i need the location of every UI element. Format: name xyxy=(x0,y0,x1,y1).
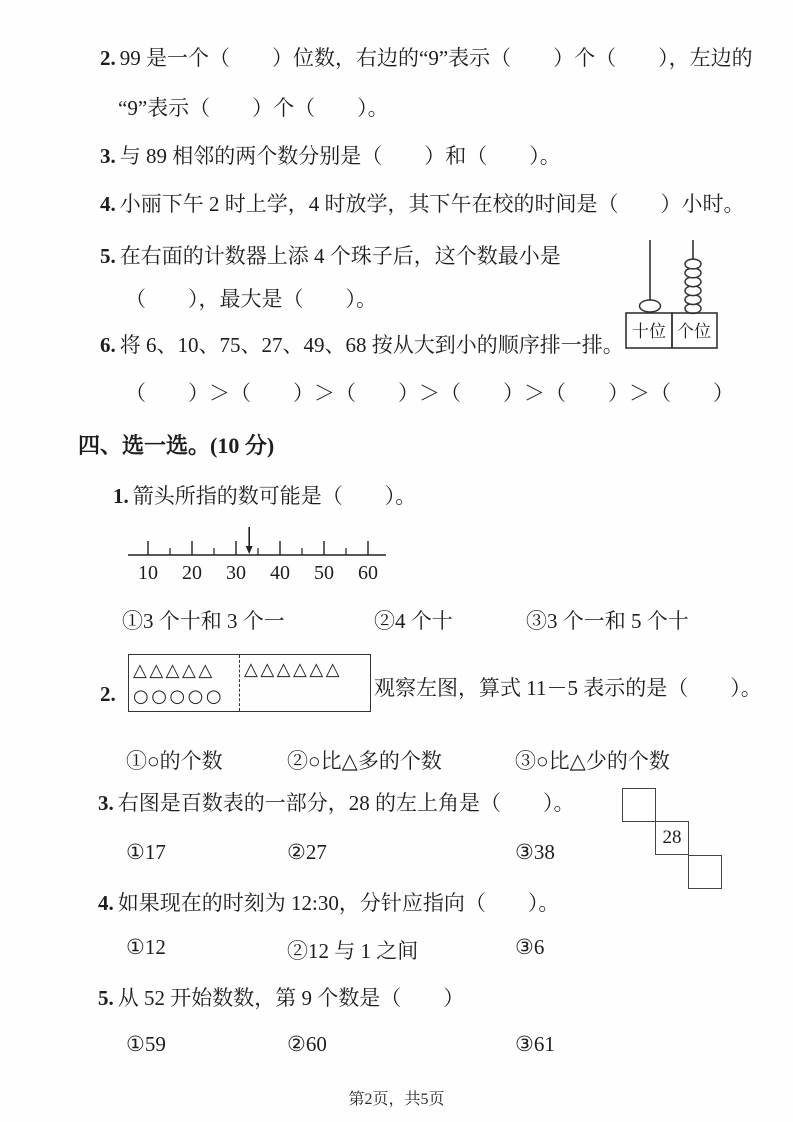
question-text: 右图是百数表的一部分，28 的左上角是（ ）。 xyxy=(117,791,575,815)
question-text: 如果现在的时刻为 12:30，分针应指向（ ）。 xyxy=(117,891,560,915)
question-text: “9”表示（ ）个（ ）。 xyxy=(118,96,389,120)
question-2-line1 xyxy=(100,45,753,72)
svg-text:60: 60 xyxy=(358,562,378,584)
question-text: （ ），最大是（ ）。 xyxy=(125,287,377,311)
question-number: 3. xyxy=(100,144,116,168)
question-number: 4. xyxy=(98,891,114,915)
question-text: 在右面的计数器上添 4 个珠子后，这个数最小是 xyxy=(119,244,561,268)
svg-text:40: 40 xyxy=(270,562,290,584)
choice-option: ③61 xyxy=(515,1032,555,1056)
svg-text:20: 20 xyxy=(182,562,202,584)
number-line-diagram xyxy=(120,524,405,590)
svg-text:10: 10 xyxy=(138,562,158,584)
question-number: 5. xyxy=(98,986,114,1010)
svg-text:30: 30 xyxy=(226,562,246,584)
question-6 xyxy=(100,332,624,359)
grid-cell-label: 28 xyxy=(662,827,682,848)
mc-question-3 xyxy=(98,790,575,817)
mc-question-2-number xyxy=(100,681,120,708)
choice-option: ②○比△多的个数 xyxy=(287,749,442,773)
abacus-ones-label: 个位 xyxy=(677,322,711,341)
choice-option: ②27 xyxy=(287,840,327,864)
choice-option: ①17 xyxy=(126,840,166,864)
question-text: 将 6、10、75、27、49、68 按从大到小的顺序排一排。 xyxy=(119,333,624,357)
question-text: 从 52 开始数数，第 9 个数是（ ） xyxy=(117,986,465,1010)
question-4 xyxy=(100,191,745,218)
question-text: 小丽下午 2 时上学，4 时放学，其下午在校的时间是（ ）小时。 xyxy=(119,192,745,216)
ordering-blanks: （ ）＞（ ）＞（ ）＞（ ）＞（ ）＞（ ） xyxy=(125,381,734,405)
choice-option: ②12 与 1 之间 xyxy=(287,939,419,963)
choice-option: ③6 xyxy=(515,935,545,959)
question-text: 箭头所指的数可能是（ ）。 xyxy=(132,484,417,508)
grid-cell-28 xyxy=(655,821,689,855)
question-number: 2. xyxy=(100,46,116,70)
question-2-line2 xyxy=(118,95,389,122)
question-number: 1. xyxy=(113,484,129,508)
diagram-right-cell xyxy=(240,655,370,711)
choice-option: ①59 xyxy=(126,1032,166,1056)
question-number: 3. xyxy=(98,791,114,815)
question-3 xyxy=(100,143,561,170)
choice-option: ②4 个十 xyxy=(374,609,453,633)
mc-question-2-text: 观察左图，算式 11－5 表示的是（ ）。 xyxy=(374,676,762,700)
choice-option: ②60 xyxy=(287,1032,327,1056)
question-number: 4. xyxy=(100,192,116,216)
question-5-line1 xyxy=(100,243,561,270)
mc-question-1 xyxy=(113,483,416,510)
triangles-right-row: △△△△△△ xyxy=(244,659,343,680)
mc-question-5 xyxy=(98,985,464,1012)
question-number: 5. xyxy=(100,244,116,268)
grid-cell-empty-bottom xyxy=(688,855,722,889)
choice-option: ①12 xyxy=(126,935,166,959)
grid-cell-empty-top xyxy=(622,788,656,822)
question-number: 2. xyxy=(100,682,116,706)
triangle-circle-diagram xyxy=(128,654,371,712)
question-text: 与 89 相邻的两个数分别是（ ）和（ ）。 xyxy=(119,144,561,168)
hundred-chart-fragment xyxy=(620,786,738,898)
diagram-left-cell xyxy=(129,655,240,711)
choice-option: ①○的个数 xyxy=(126,749,223,773)
choice-option: ③○比△少的个数 xyxy=(515,749,670,773)
abacus-beads xyxy=(640,259,702,313)
mc-question-4 xyxy=(98,890,559,917)
choice-option: ①3 个十和 3 个一 xyxy=(122,609,285,633)
question-number: 6. xyxy=(100,333,116,357)
circles-left-row: ○○○○○ xyxy=(133,685,225,707)
question-5-line2 xyxy=(125,286,377,313)
svg-text:50: 50 xyxy=(314,562,334,584)
question-text: 99 是一个（ ）位数，右边的“9”表示（ ）个（ ），左边的 xyxy=(119,46,753,70)
page-footer: 第2页，共5页 xyxy=(348,1091,445,1108)
triangles-left-row: △△△△△ xyxy=(133,659,215,681)
choice-option: ③38 xyxy=(515,840,555,864)
choice-option: ③3 个一和 5 个十 xyxy=(526,609,689,633)
abacus-diagram xyxy=(623,235,743,365)
section-header: 四、选一选。(10 分) xyxy=(78,433,275,458)
abacus-tens-label: 十位 xyxy=(632,322,666,341)
